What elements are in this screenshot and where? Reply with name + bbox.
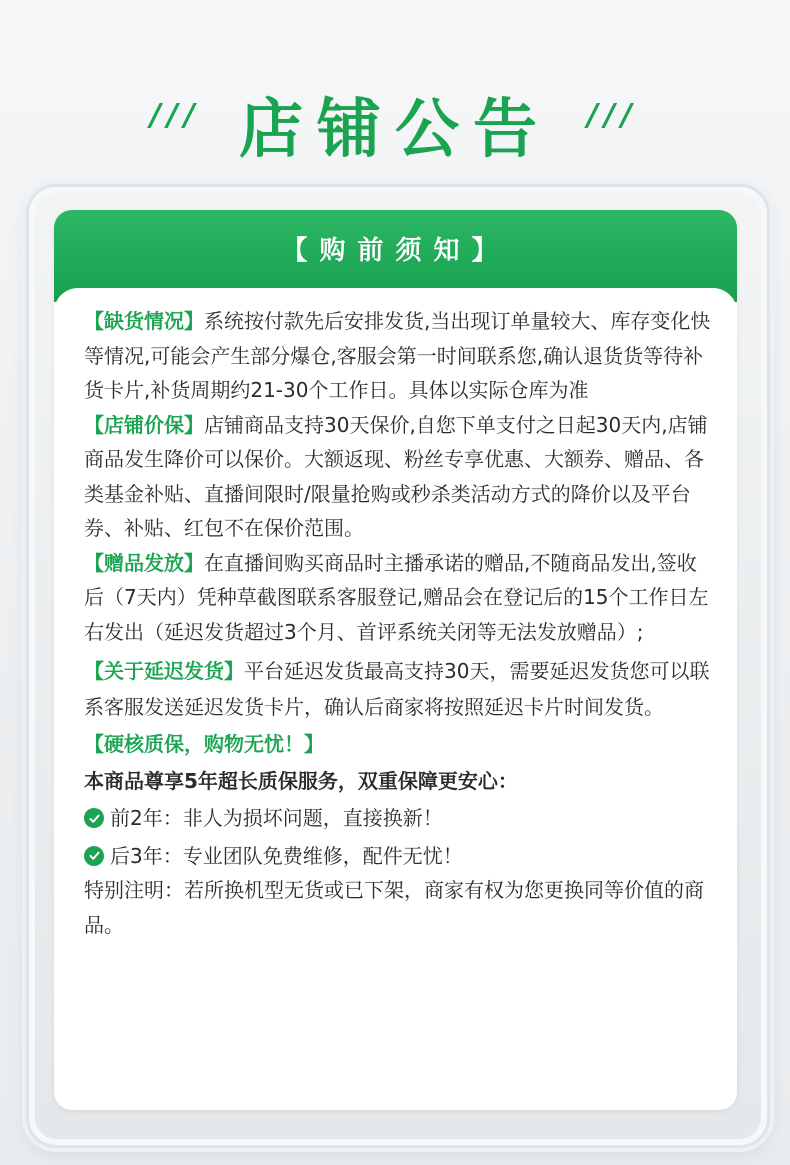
notice-gifts [84,546,714,650]
guarantee-item-text: 前2年：非人为损坏问题，直接换新！ [110,806,443,830]
guarantee-note: 特别注明：若所换机型无货或已下架，商家有权为您更换同等价值的商品。 [84,878,704,937]
notice-text: 平台延迟发货最高支持30天，需要延迟发货您可以联系客服发送延迟发货卡片，确认后商家将按照延迟卡片时间发货。 [84,659,710,719]
left-slash-decoration: /// [150,98,201,133]
notice-text: 系统按付款先后安排发货,当出现订单量较大、库存变化快等情况,可能会产生部分爆仓,客服会第一时间联系您,确认退货货等待补货卡片,补货周期约21-30个工作日。具体以实际仓库为准 [84,309,711,402]
notice-text: 店铺商品支持30天保价,自您下单支付之日起30天内,店铺商品发生降价可以保价。大额返现、粉丝专享优惠、大额券、赠品、各类基金补贴、直播间限时/限量抢购或秒杀类活动方式的降价以及平台券、补贴、红包不在保价范围。 [84,412,708,540]
announcement-header [0,60,790,167]
notice-price-protection [84,408,714,546]
check-circle-icon [84,808,104,828]
notice-delayed-shipping [84,653,714,725]
notice-tag: 【关于延迟发货】 [84,659,244,683]
notice-tag: 【赠品发放】 [84,550,204,575]
guarantee-title: 【硬核质保，购物无忧！】 [84,732,324,756]
guarantee-subtitle: 本商品尊享5年超长质保服务，双重保障更安心： [84,768,518,793]
page-title: 店铺公告 [239,93,551,167]
check-circle-icon [84,846,104,866]
notice-tag: 【缺货情况】 [84,309,204,333]
notice-text: 在直播间购买商品时主播承诺的赠品,不随商品发出,签收后（7天内）凭种草截图联系客服登记,赠品会在登记后的15个工作日左右发出（延迟发货超过3个月、首评系统关闭等无法发放赠品）; [84,550,709,644]
guarantee-item [84,801,714,836]
guarantee-item [84,839,714,874]
notice-content [84,304,714,942]
notice-stockout [84,304,714,408]
guarantee-item-text: 后3年：专业团队免费维修，配件无忧！ [110,843,463,868]
notice-card [54,210,737,1110]
notice-tag: 【店铺价保】 [84,412,204,437]
card-title: 【购前须知】 [281,236,510,266]
right-slash-decoration: /// [587,98,638,133]
